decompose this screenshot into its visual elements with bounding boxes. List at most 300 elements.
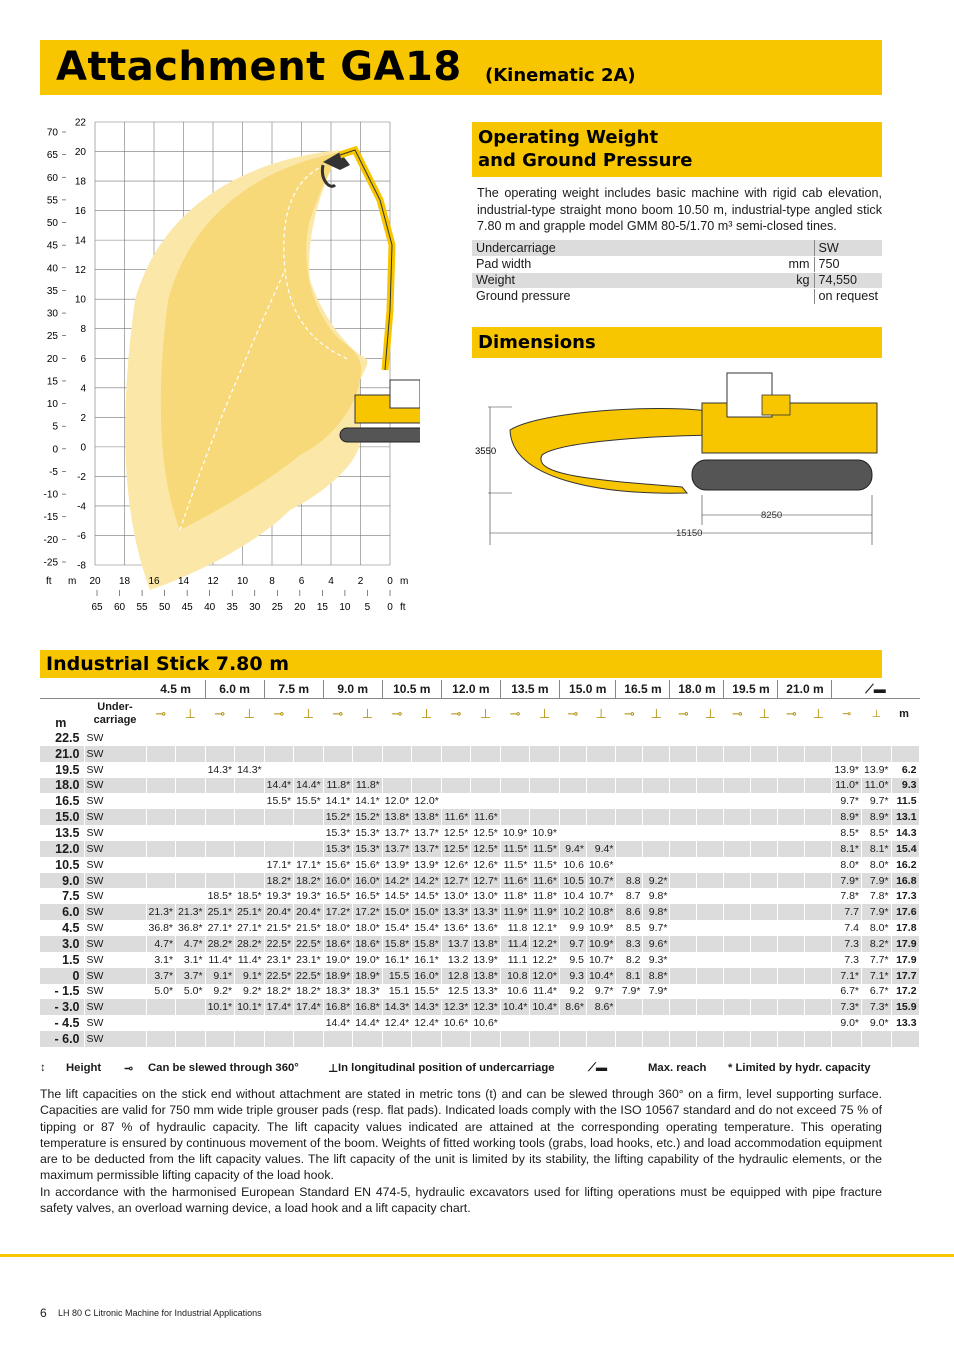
x-tick-ft: 25 bbox=[271, 602, 283, 613]
max-reach-longitudinal: 8.5* bbox=[862, 825, 892, 841]
capacity-cell bbox=[697, 904, 724, 920]
capacity-cell bbox=[176, 873, 206, 889]
capacity-cell: 11.9* bbox=[530, 904, 560, 920]
max-reach-longitudinal: 6.7* bbox=[862, 984, 892, 1000]
row-undercarriage: SW bbox=[84, 968, 146, 984]
capacity-cell: 18.2* bbox=[294, 984, 324, 1000]
row-value: SW bbox=[814, 240, 882, 256]
capacity-cell: 9.1* bbox=[205, 968, 235, 984]
capacity-cell bbox=[697, 762, 724, 778]
capacity-cell: 10.8* bbox=[586, 904, 616, 920]
row-undercarriage: SW bbox=[84, 1015, 146, 1031]
max-reach-longitudinal: 9.0* bbox=[862, 1015, 892, 1031]
operating-weight-row bbox=[472, 240, 882, 256]
x-tick-m: 8 bbox=[269, 576, 275, 587]
max-reach-distance: 14.3 bbox=[891, 825, 919, 841]
capacity-cell: 14.4* bbox=[323, 1015, 353, 1031]
row-label: Ground pressure bbox=[472, 288, 774, 304]
capacity-cell: 10.1* bbox=[205, 999, 235, 1015]
max-reach-distance: 17.8 bbox=[891, 920, 919, 936]
longitudinal-icon: ⊥ bbox=[235, 698, 265, 730]
capacity-cell bbox=[235, 730, 265, 746]
capacity-cell: 11.8 bbox=[500, 920, 530, 936]
row-undercarriage: SW bbox=[84, 936, 146, 952]
capacity-cell bbox=[616, 762, 643, 778]
capacity-cell: 15.0* bbox=[382, 904, 412, 920]
y-tick-m: 0 bbox=[80, 442, 86, 454]
capacity-cell: 11.4* bbox=[205, 952, 235, 968]
max-reach-longitudinal: 7.7* bbox=[862, 952, 892, 968]
row-undercarriage: SW bbox=[84, 1031, 146, 1047]
capacity-cell: 9.6* bbox=[643, 936, 670, 952]
capacity-cell bbox=[643, 825, 670, 841]
capacity-cell bbox=[643, 857, 670, 873]
capacity-cell: 19.3* bbox=[264, 888, 294, 904]
heading-line-1: Operating Weight bbox=[478, 127, 659, 148]
max-reach-distance: 13.1 bbox=[891, 809, 919, 825]
capacity-cell: 8.6 bbox=[616, 904, 643, 920]
dimension-length-inner: 8250 bbox=[761, 510, 783, 521]
max-reach-slew: 7.4 bbox=[832, 920, 862, 936]
y-tick-m: 8 bbox=[80, 324, 86, 336]
capacity-cell bbox=[176, 793, 206, 809]
capacity-cell bbox=[323, 730, 353, 746]
capacity-cell bbox=[805, 968, 832, 984]
capacity-cell bbox=[778, 1015, 805, 1031]
y-tick-m: 6 bbox=[80, 353, 86, 365]
capacity-cell: 14.5* bbox=[412, 888, 442, 904]
reach-header: 10.5 m bbox=[382, 680, 441, 698]
capacity-cell: 5.0* bbox=[176, 984, 206, 1000]
capacity-cell: 3.1* bbox=[176, 952, 206, 968]
capacity-cell: 21.3* bbox=[146, 904, 176, 920]
capacity-cell: 12.6* bbox=[471, 857, 501, 873]
capacity-cell bbox=[146, 762, 176, 778]
capacity-cell: 3.7* bbox=[146, 968, 176, 984]
capacity-cell: 10.9* bbox=[586, 936, 616, 952]
row-value: 74,550 bbox=[814, 272, 882, 288]
max-reach-slew: 13.9* bbox=[832, 762, 862, 778]
operating-weight-table bbox=[472, 240, 882, 305]
capacity-cell bbox=[670, 920, 697, 936]
capacity-cell: 19.0* bbox=[323, 952, 353, 968]
capacity-cell bbox=[530, 778, 560, 794]
capacity-cell: 10.6* bbox=[471, 1015, 501, 1031]
capacity-cell bbox=[500, 778, 530, 794]
capacity-cell bbox=[559, 730, 586, 746]
capacity-cell bbox=[146, 778, 176, 794]
capacity-cell: 18.3* bbox=[353, 984, 383, 1000]
capacity-cell bbox=[235, 857, 265, 873]
capacity-cell bbox=[353, 1031, 383, 1047]
row-height: 0 bbox=[40, 968, 84, 984]
capacity-cell: 13.7* bbox=[382, 825, 412, 841]
capacity-cell: 13.7* bbox=[382, 841, 412, 857]
row-undercarriage: SW bbox=[84, 746, 146, 762]
row-height: 7.5 bbox=[40, 888, 84, 904]
header-spacer bbox=[40, 680, 146, 698]
capacity-cell bbox=[697, 746, 724, 762]
row-height: 3.0 bbox=[40, 936, 84, 952]
capacity-cell: 16.0* bbox=[353, 873, 383, 889]
capacity-cell: 20.4* bbox=[294, 904, 324, 920]
capacity-cell: 21.3* bbox=[176, 904, 206, 920]
capacity-cell bbox=[530, 809, 560, 825]
longitudinal-icon: ⊥ bbox=[805, 698, 832, 730]
capacity-cell: 10.9* bbox=[530, 825, 560, 841]
capacity-cell: 8.2 bbox=[616, 952, 643, 968]
y-tick-ft: 45 bbox=[46, 240, 58, 252]
capacity-cell: 18.3* bbox=[323, 984, 353, 1000]
capacity-cell: 10.5 bbox=[559, 873, 586, 889]
capacity-cell bbox=[697, 984, 724, 1000]
col-under: Under- bbox=[97, 701, 133, 714]
capacity-cell bbox=[697, 778, 724, 794]
capacity-cell bbox=[724, 873, 751, 889]
capacity-cell: 5.0* bbox=[146, 984, 176, 1000]
capacity-cell bbox=[697, 857, 724, 873]
capacity-cell bbox=[382, 730, 412, 746]
reach-header: 16.5 m bbox=[616, 680, 670, 698]
capacity-cell bbox=[805, 999, 832, 1015]
capacity-cell: 8.6* bbox=[586, 999, 616, 1015]
capacity-cell: 21.5* bbox=[264, 920, 294, 936]
x-tick-ft: 55 bbox=[136, 602, 148, 613]
capacity-cell bbox=[530, 793, 560, 809]
capacity-cell: 12.5* bbox=[441, 825, 471, 841]
table-row bbox=[40, 778, 919, 794]
capacity-cell bbox=[778, 825, 805, 841]
max-reach-slew bbox=[832, 1031, 862, 1047]
capacity-cell: 8.8* bbox=[643, 968, 670, 984]
capacity-cell bbox=[697, 825, 724, 841]
capacity-cell: 12.1* bbox=[530, 920, 560, 936]
footer-rule bbox=[0, 1254, 954, 1257]
capacity-cell bbox=[670, 1031, 697, 1047]
y-tick-m: 16 bbox=[74, 206, 86, 218]
capacity-cell bbox=[724, 952, 751, 968]
capacity-cell bbox=[146, 888, 176, 904]
row-height: 21.0 bbox=[40, 746, 84, 762]
capacity-cell: 14.2* bbox=[412, 873, 442, 889]
capacity-cell bbox=[643, 999, 670, 1015]
y-tick-ft: 55 bbox=[46, 195, 58, 207]
capacity-cell: 15.5 bbox=[382, 968, 412, 984]
x-tick-ft: 60 bbox=[113, 602, 126, 613]
capacity-cell bbox=[724, 730, 751, 746]
y-tick-ft: 65 bbox=[46, 150, 58, 162]
capacity-cell: 15.3* bbox=[353, 825, 383, 841]
capacity-cell: 23.1* bbox=[264, 952, 294, 968]
capacity-cell bbox=[805, 762, 832, 778]
capacity-cell bbox=[778, 952, 805, 968]
capacity-cell: 10.8 bbox=[500, 968, 530, 984]
max-reach-distance bbox=[891, 746, 919, 762]
capacity-cell: 19.0* bbox=[353, 952, 383, 968]
capacity-cell: 10.6 bbox=[500, 984, 530, 1000]
slew-360-icon: ⊸ bbox=[382, 698, 412, 730]
capacity-cell bbox=[559, 1015, 586, 1031]
capacity-cell: 8.5 bbox=[616, 920, 643, 936]
capacity-cell bbox=[616, 793, 643, 809]
y-tick-ft: 50 bbox=[46, 218, 58, 230]
capacity-cell bbox=[176, 762, 206, 778]
capacity-cell bbox=[441, 730, 471, 746]
capacity-cell bbox=[146, 825, 176, 841]
row-undercarriage: SW bbox=[84, 857, 146, 873]
reach-header: 12.0 m bbox=[441, 680, 500, 698]
capacity-cell bbox=[205, 1015, 235, 1031]
capacity-cell bbox=[586, 1031, 616, 1047]
y-tick-m: 14 bbox=[74, 235, 86, 247]
table-row bbox=[40, 873, 919, 889]
max-reach-slew: 8.5* bbox=[832, 825, 862, 841]
table-row bbox=[40, 920, 919, 936]
row-height: - 6.0 bbox=[40, 1031, 84, 1047]
capacity-cell bbox=[751, 904, 778, 920]
capacity-cell bbox=[616, 1015, 643, 1031]
y-tick-m: 2 bbox=[80, 412, 86, 424]
y-tick-m: 22 bbox=[74, 117, 86, 129]
longitudinal-icon: ⊥ bbox=[862, 698, 892, 730]
heading-line-2: and Ground Pressure bbox=[478, 150, 693, 171]
max-reach-slew: 8.0* bbox=[832, 857, 862, 873]
table-row bbox=[40, 746, 919, 762]
col-max-m-header: m bbox=[891, 698, 919, 730]
capacity-cell: 12.5* bbox=[441, 841, 471, 857]
capacity-cell: 13.9* bbox=[382, 857, 412, 873]
capacity-cell: 14.2* bbox=[382, 873, 412, 889]
y-tick-ft: -5 bbox=[49, 466, 58, 478]
capacity-cell bbox=[176, 825, 206, 841]
x-tick-m: 14 bbox=[177, 576, 190, 587]
capacity-cell bbox=[805, 825, 832, 841]
capacity-cell bbox=[724, 1015, 751, 1031]
longitudinal-icon: ⊥ bbox=[697, 698, 724, 730]
y-tick-m: -2 bbox=[77, 471, 86, 483]
capacity-cell: 13.7* bbox=[412, 841, 442, 857]
capacity-cell bbox=[643, 793, 670, 809]
capacity-cell bbox=[323, 1031, 353, 1047]
y-tick-ft: 20 bbox=[46, 353, 58, 365]
capacity-cell bbox=[751, 1031, 778, 1047]
capacity-cell: 13.8* bbox=[471, 936, 501, 952]
capacity-cell bbox=[205, 841, 235, 857]
capacity-cell bbox=[353, 730, 383, 746]
notes-paragraph-2: In accordance with the harmonised European Standard EN 474-5, hydraulic excavators used for lifting operations must be equipped with pipe fracture safety valves, an overload warning device, a load hook and a lift capacity chart. bbox=[40, 1184, 882, 1216]
max-reach-distance: 15.4 bbox=[891, 841, 919, 857]
y-tick-m: 20 bbox=[74, 147, 86, 159]
table-row bbox=[40, 825, 919, 841]
capacity-cell: 13.3* bbox=[441, 904, 471, 920]
capacity-cell bbox=[670, 825, 697, 841]
capacity-cell bbox=[264, 746, 294, 762]
capacity-cell bbox=[751, 793, 778, 809]
capacity-cell bbox=[751, 920, 778, 936]
capacity-cell bbox=[471, 746, 501, 762]
capacity-cell: 11.5* bbox=[530, 841, 560, 857]
legend-max-reach-icon: ⟋▬ bbox=[588, 1062, 608, 1074]
capacity-cell bbox=[697, 793, 724, 809]
x-tick-ft: 35 bbox=[226, 602, 238, 613]
y-tick-m: 4 bbox=[80, 383, 86, 395]
table-row bbox=[40, 841, 919, 857]
capacity-cell bbox=[724, 841, 751, 857]
capacity-cell bbox=[670, 952, 697, 968]
capacity-cell bbox=[778, 857, 805, 873]
y-tick-ft: 0 bbox=[52, 444, 58, 456]
capacity-cell: 10.2 bbox=[559, 904, 586, 920]
slew-360-icon: ⊸ bbox=[500, 698, 530, 730]
capacity-cell bbox=[724, 809, 751, 825]
capacity-cell bbox=[751, 968, 778, 984]
longitudinal-icon: ⊥ bbox=[412, 698, 442, 730]
capacity-cell bbox=[778, 793, 805, 809]
capacity-cell bbox=[616, 841, 643, 857]
max-reach-slew: 6.7* bbox=[832, 984, 862, 1000]
capacity-cell bbox=[670, 888, 697, 904]
x-tick-ft: 30 bbox=[249, 602, 261, 613]
capacity-cell: 16.0* bbox=[323, 873, 353, 889]
capacity-cell bbox=[670, 809, 697, 825]
capacity-cell: 9.2 bbox=[559, 984, 586, 1000]
row-undercarriage: SW bbox=[84, 825, 146, 841]
row-height: - 3.0 bbox=[40, 999, 84, 1015]
longitudinal-icon: ⊥ bbox=[176, 698, 206, 730]
capacity-cell: 9.3* bbox=[643, 952, 670, 968]
row-undercarriage: SW bbox=[84, 809, 146, 825]
capacity-cell bbox=[146, 809, 176, 825]
capacity-cell: 11.6* bbox=[471, 809, 501, 825]
capacity-cell bbox=[205, 746, 235, 762]
capacity-cell bbox=[724, 1031, 751, 1047]
capacity-cell: 14.3* bbox=[205, 762, 235, 778]
capacity-cell bbox=[724, 825, 751, 841]
longitudinal-icon: ⊥ bbox=[530, 698, 560, 730]
axis-unit-ft-right: ft bbox=[400, 602, 406, 613]
capacity-cell: 17.2* bbox=[353, 904, 383, 920]
capacity-cell: 15.0* bbox=[412, 904, 442, 920]
legend-limited: * Limited by hydr. capacity bbox=[728, 1062, 871, 1074]
capacity-cell bbox=[586, 825, 616, 841]
max-reach-distance: 17.3 bbox=[891, 888, 919, 904]
capacity-cell bbox=[670, 999, 697, 1015]
slew-360-icon: ⊸ bbox=[205, 698, 235, 730]
capacity-cell bbox=[235, 1031, 265, 1047]
capacity-cell bbox=[805, 904, 832, 920]
y-tick-m: 10 bbox=[74, 294, 86, 306]
reach-header: 13.5 m bbox=[500, 680, 559, 698]
max-reach-longitudinal bbox=[862, 746, 892, 762]
legend-slew: Can be slewed through 360° bbox=[148, 1062, 299, 1074]
max-reach-longitudinal bbox=[862, 1031, 892, 1047]
table-row bbox=[40, 1015, 919, 1031]
capacity-cell bbox=[146, 1015, 176, 1031]
capacity-cell: 15.4* bbox=[382, 920, 412, 936]
max-reach-slew: 9.0* bbox=[832, 1015, 862, 1031]
row-unit: kg bbox=[774, 272, 814, 288]
page-title: Attachment GA18 bbox=[56, 44, 462, 90]
capacity-cell bbox=[697, 730, 724, 746]
capacity-cell: 14.4* bbox=[264, 778, 294, 794]
longitudinal-icon: ⊥ bbox=[294, 698, 324, 730]
legend-slew-icon: ⊸ bbox=[124, 1063, 134, 1075]
title-bar bbox=[40, 40, 882, 95]
row-value: 750 bbox=[814, 256, 882, 272]
capacity-cell bbox=[778, 873, 805, 889]
capacity-cell bbox=[805, 778, 832, 794]
industrial-stick-heading: Industrial Stick 7.80 m bbox=[46, 653, 290, 675]
capacity-cell: 12.5* bbox=[471, 825, 501, 841]
capacity-cell: 3.7* bbox=[176, 968, 206, 984]
capacity-cell: 28.2* bbox=[205, 936, 235, 952]
capacity-cell bbox=[805, 841, 832, 857]
capacity-cell bbox=[670, 730, 697, 746]
capacity-cell bbox=[382, 778, 412, 794]
capacity-cell bbox=[724, 904, 751, 920]
capacity-cell: 10.9* bbox=[500, 825, 530, 841]
row-unit: mm bbox=[774, 256, 814, 272]
slew-360-icon: ⊸ bbox=[670, 698, 697, 730]
operating-weight-row bbox=[472, 272, 882, 288]
capacity-cell: 14.4* bbox=[353, 1015, 383, 1031]
capacity-cell: 19.3* bbox=[294, 888, 324, 904]
capacity-cell bbox=[778, 841, 805, 857]
capacity-cell bbox=[751, 730, 778, 746]
max-reach-distance: 17.7 bbox=[891, 968, 919, 984]
capacity-cell: 10.6 bbox=[559, 857, 586, 873]
capacity-cell bbox=[751, 1015, 778, 1031]
capacity-cell: 14.1* bbox=[353, 793, 383, 809]
capacity-cell bbox=[778, 936, 805, 952]
reach-header: 6.0 m bbox=[205, 680, 264, 698]
x-tick-ft: 45 bbox=[181, 602, 193, 613]
x-tick-m: 0 bbox=[387, 576, 393, 587]
capacity-cell bbox=[176, 809, 206, 825]
capacity-cell: 11.5* bbox=[530, 857, 560, 873]
capacity-cell bbox=[586, 778, 616, 794]
capacity-cell: 17.1* bbox=[294, 857, 324, 873]
capacity-cell bbox=[441, 778, 471, 794]
row-undercarriage: SW bbox=[84, 952, 146, 968]
capacity-cell bbox=[670, 762, 697, 778]
row-height: 12.0 bbox=[40, 841, 84, 857]
max-reach-longitudinal: 7.9* bbox=[862, 873, 892, 889]
capacity-cell bbox=[441, 762, 471, 778]
reach-header: 18.0 m bbox=[670, 680, 724, 698]
capacity-cell bbox=[724, 778, 751, 794]
capacity-cell: 9.7* bbox=[586, 984, 616, 1000]
row-undercarriage: SW bbox=[84, 904, 146, 920]
capacity-cell bbox=[616, 857, 643, 873]
capacity-cell: 12.6* bbox=[441, 857, 471, 873]
y-tick-ft: 35 bbox=[46, 285, 58, 297]
capacity-cell bbox=[176, 888, 206, 904]
capacity-cell bbox=[176, 1031, 206, 1047]
slew-360-icon: ⊸ bbox=[559, 698, 586, 730]
reach-header: 15.0 m bbox=[559, 680, 616, 698]
capacity-cell bbox=[724, 936, 751, 952]
capacity-cell: 3.1* bbox=[146, 952, 176, 968]
capacity-cell bbox=[724, 968, 751, 984]
operating-weight-header bbox=[472, 122, 882, 177]
capacity-cell: 11.6* bbox=[441, 809, 471, 825]
capacity-cell: 14.3* bbox=[412, 999, 442, 1015]
dimensions-heading: Dimensions bbox=[478, 332, 596, 353]
capacity-cell: 13.9* bbox=[471, 952, 501, 968]
y-tick-m: -4 bbox=[77, 501, 86, 513]
capacity-cell: 13.0* bbox=[441, 888, 471, 904]
